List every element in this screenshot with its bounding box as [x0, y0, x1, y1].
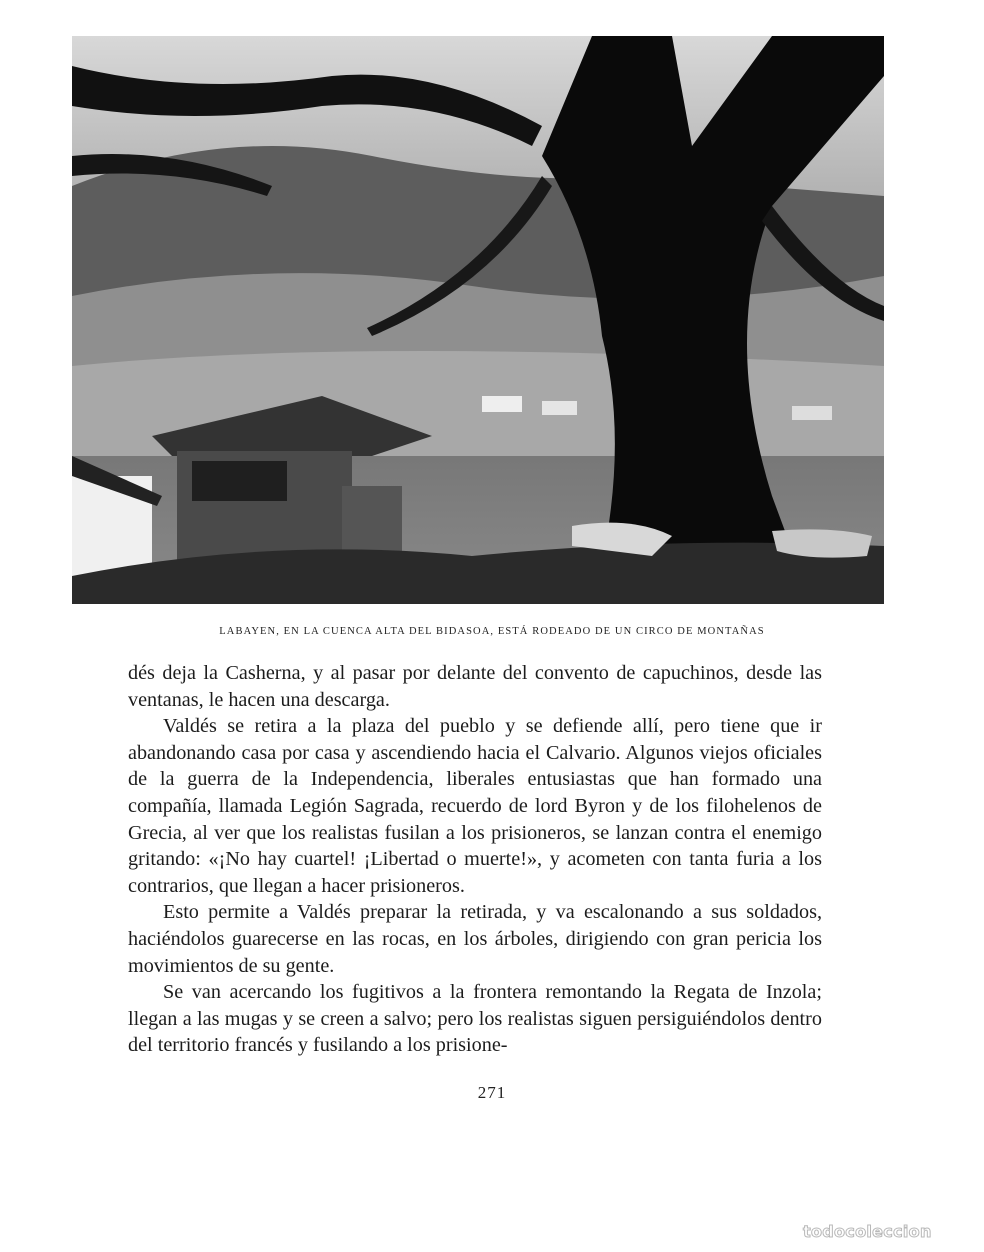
photo-caption: LABAYEN, EN LA CUENCA ALTA DEL BIDASOA, ESTÁ RODEADO DE UN CIRCO DE MONTAÑAS	[219, 626, 765, 637]
watermark: todocoleccion	[803, 1222, 932, 1241]
paragraph: Valdés se retira a la plaza del pueblo y se defiende allí, pero tiene que ir abandonando casa por casa y ascendiendo hacia el Calvario. Algunos viejos oficiales de la guerra de la Independencia, liberales entusiastas que han formado una compañía, llamada Legión Sagrada, recuerdo de lord Byron y de los filohelenos de Grecia, al ver que los realistas fusilan a los prisioneros, se lanzan contra el enemigo gritando: «¡No hay cuartel! ¡Libertad o muerte!», y acometen con tanta furia a los contrarios, que llegan a hacer prisioneros.	[128, 715, 822, 897]
village-tree-photo	[72, 36, 884, 604]
photo-illustration	[72, 36, 884, 604]
page-number: 271	[477, 1083, 507, 1102]
paragraph: Esto permite a Valdés preparar la retirada, y va escalonando a sus soldados, haciéndolos guarecerse en las rocas, en los árboles, dirigiendo con gran pericia los movimientos de su gente.	[128, 901, 822, 977]
body-text	[128, 660, 822, 1059]
paragraph: dés deja la Casherna, y al pasar por delante del convento de capuchinos, desde las ventanas, le hacen una descarga.	[128, 662, 822, 711]
paragraph: Se van acercando los fugitivos a la frontera remontando la Regata de Inzola; llegan a las mugas y se creen a salvo; pero los realistas siguen persiguiéndolos dentro del territorio francés y fusilando a los prisione-	[128, 981, 822, 1057]
